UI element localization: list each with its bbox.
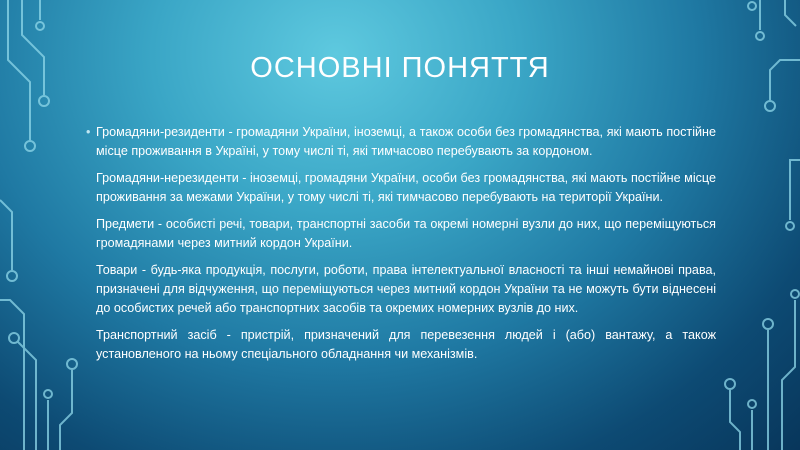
slide-title: ОСНОВНІ ПОНЯТТЯ	[250, 52, 550, 84]
bullet-text: Предмети - особисті речі, товари, транспортні засоби та окремі номерні вузли до них, що переміщуються громадянами через митний кордон України.	[96, 217, 716, 250]
bullet-text: Товари - будь-яка продукція, послуги, роботи, права інтелектуальної власності та інші немайнові права, призначені для відчуження, що переміщуються через митний кордон України та не можуть бути віднесені до особистих речей або транспортних засобів та окремих номерних вузлів до них.	[96, 263, 716, 315]
bullet-text: Громадяни-резиденти - громадяни України, іноземці, а також особи без громадянства, які мають постійне місце проживання в Україні, у тому числі ті, які тимчасово перебувають за кордоном.	[96, 125, 716, 158]
bullet-item-residents	[86, 123, 716, 161]
bullet-item-goods	[86, 261, 716, 318]
bullet-item-items	[86, 215, 716, 253]
bullet-item-nonresidents	[86, 169, 716, 207]
bullet-list	[86, 123, 716, 372]
bullet-item-vehicle	[86, 326, 716, 364]
bullet-text: Транспортний засіб - пристрій, призначений для перевезення людей і (або) вантажу, а також установленого на ньому спеціального обладнання чи механізмів.	[96, 328, 716, 361]
bullet-text: Громадяни-нерезиденти - іноземці, громадяни України, особи без громадянства, які мають постійне місце проживання за межами України, у тому числі ті, які тимчасово перебувають на території України.	[96, 171, 716, 204]
bullet-dot-icon: •	[86, 125, 91, 139]
